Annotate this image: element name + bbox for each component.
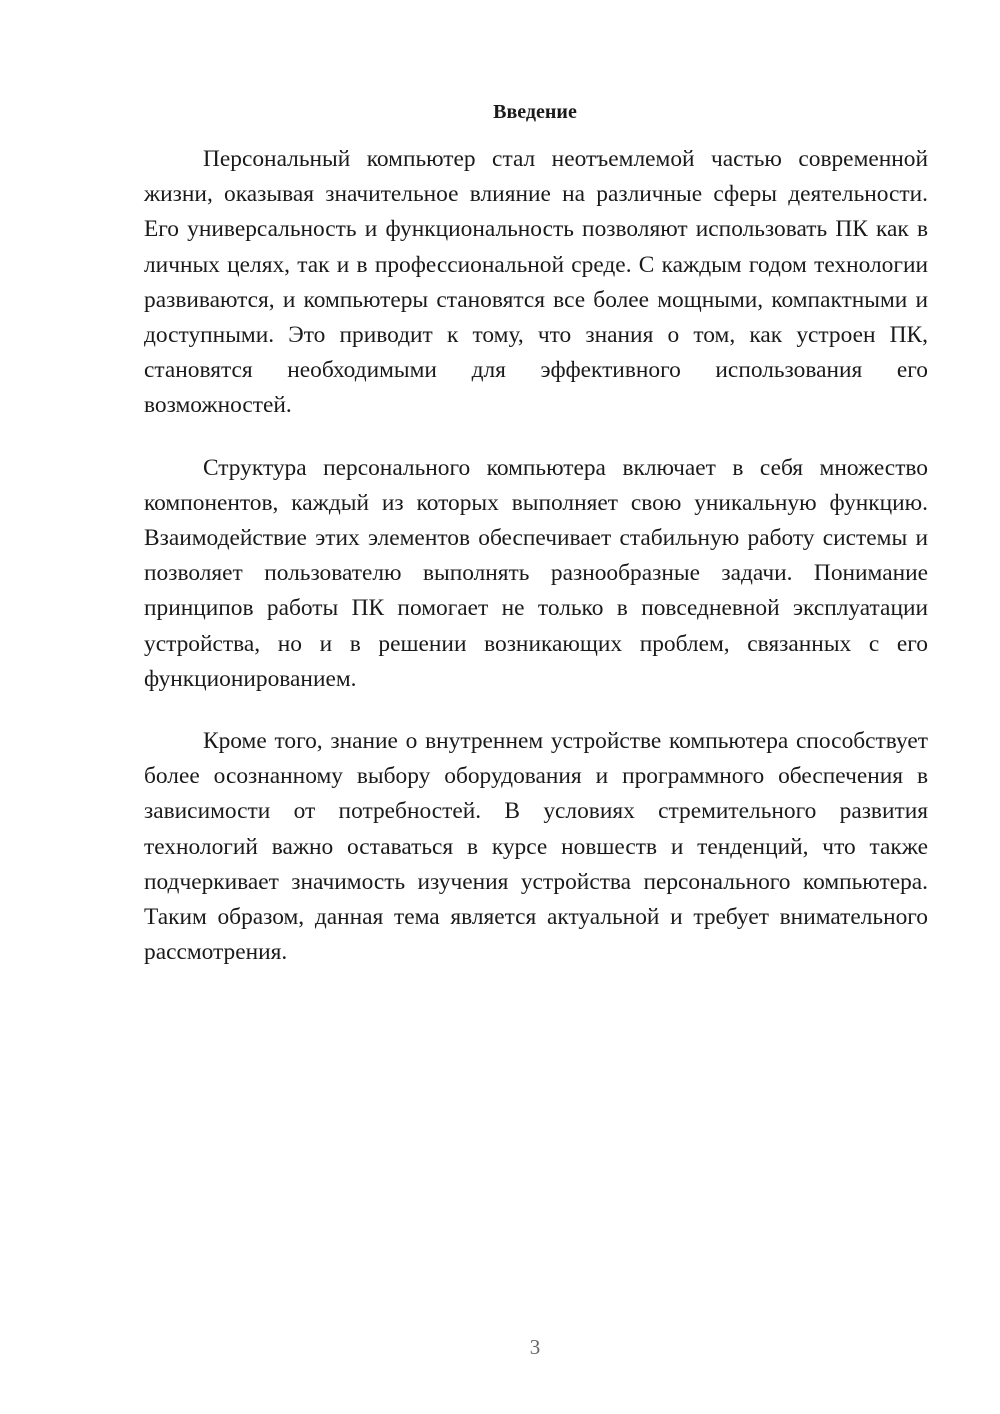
paragraph-1: Персональный компьютер стал неотъемлемой частью современной жизни, оказывая значительное влияние на различные сферы деятельности. Его универсальность и функциональность позволяют использовать ПК как в личных целях, так и в профессиональной среде. С каждым годом технологии развиваются, и компьютеры становятся все более мощными, компактными и доступными. Это приводит к тому, что знания о том, как устроен ПК, становятся необходимыми для эффективного использования его возможностей. bbox=[144, 146, 928, 419]
paragraph-2: Структура персонального компьютера включает в себя множество компонентов, каждый из которых выполняет свою уникальную функцию. Взаимодействие этих элементов обеспечивает стабильную работу системы и позволяет пользователю выполнять разнообразные задачи. Понимание принципов работы ПК помогает не только в повседневной эксплуатации устройства, но и в решении возникающих проблем, связанных с его функционированием. bbox=[144, 454, 928, 692]
body-text bbox=[144, 142, 928, 997]
page-title: Введение bbox=[493, 101, 577, 123]
paragraph-3: Кроме того, знание о внутреннем устройстве компьютера способствует более осознанному выбору оборудования и программного обеспечения в зависимости от потребностей. В условиях стремительного развития технологий важно оставаться в курсе новшеств и тенденций, что также подчеркивает значимость изучения устройства персонального компьютера. Таким образом, данная тема является актуальной и требует внимательного рассмотрения. bbox=[144, 728, 928, 966]
page-number: 3 bbox=[529, 1335, 541, 1359]
